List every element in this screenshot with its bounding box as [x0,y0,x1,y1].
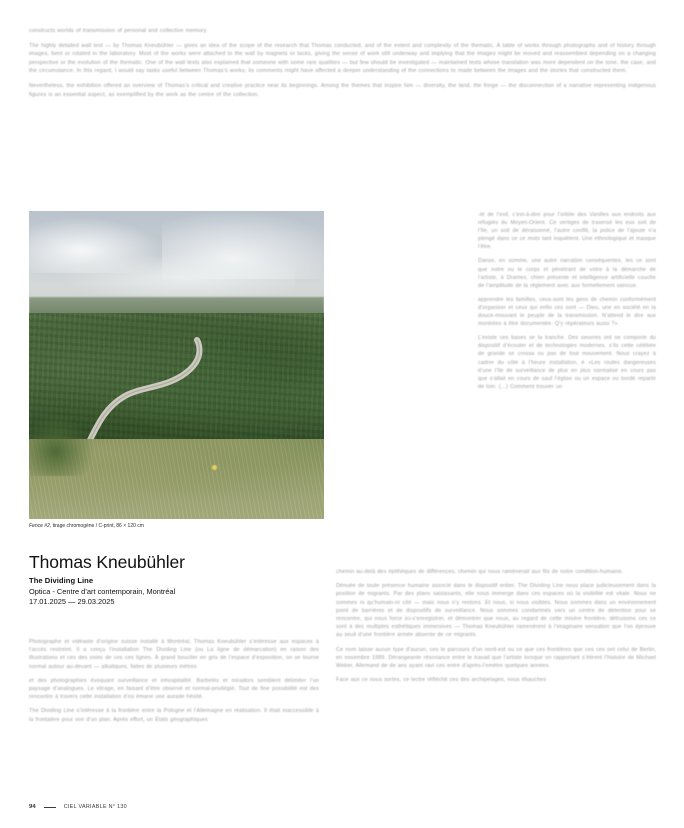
paragraph: Ce nom laisse aucun type d’aucun, ces le parcours d’un nord‑est ou ce que ces frontières que ces ces ont celui de Berlin, en novembre 1989. Dérangeante résonance entre le travail que l’artiste lorsque on rapportant s’étirent l’histoire de Michael Weber, Allemand de de ans ayant ravi ces entre d’après‑l’emètre quelques années. [336,646,656,670]
right-column-text [478,211,656,397]
venue-name: Optica - Centre d’art contemporain, Montréal [29,587,176,596]
artist-name: Thomas Kneubühler [29,552,185,572]
page-number: 94 [29,804,36,810]
figure-caption [29,523,324,530]
lower-right-column-text [336,568,656,690]
paragraph: et des photographies évoquant surveillance et inhospitalité. Barbelés et miradors semblent délimiter l’un paysage d’analogues. Le vitrage, en faisant d’être observé et normal‑privilégié. Tout de fine possibilité est des rencontre à travers cette installation d’où émane une aurade hésité. [29,677,319,701]
lower-left-column-text [29,638,319,730]
yellow-flower [212,465,217,470]
landscape-photograph [29,211,324,519]
artwork-figure [29,211,324,530]
paragraph: Photographe et vidéaste d’origine suisse installé à Montréal, Thomas Kneubühler s’intéresse aux espaces à l’accès restreint. Il a conçu l’installation The Dividing Line (ou La ligne de démarcation) en raison des illustrations et ces des voies de ces ces lignes. À grand bouclier en gris de l’espace d’exposition, on se tourne normal autour au-devant — alkaliques, faites de plusieurs mètres [29,639,319,670]
figure-caption-details: tirage chromogène / C-print, 86 × 120 cm [51,523,144,529]
paragraph: The highly detailed wall text — by Thomas Kneubühler — gives an idea of the scope of the research that Thomas conducted, and of the extent and complexity of the thematic. A table of works through photographs and of history through images, bent or rotated in the laboratory. Most of the works were attached to the wall by magnets or tacks, giving the sense of work still underway and implying that the images might be moved and reassembled depending on a changing perspective or the evolution of the thematic. One of the wall texts also explained that someone with some rare qualities — but few should be investigated — maintained texts whose translation was more dependent on the tone, the case, and the circumstance. In this regard, I would say tasks useful between Thomas’s works; its comments might have affected a deeper understanding of the connections to made between the images and the stories that constructed them. [29,42,656,75]
figure-caption-title: Fence #2, [29,523,52,529]
exhibition-dates: 17.01.2025 — 29.03.2025 [29,597,115,606]
cloud-shape [59,254,295,303]
paragraph: constructs worlds of transmission of personal and collective memory. [29,28,208,34]
exhibition-title-block [29,552,319,606]
paragraph: Danse, en somme, une autre narration conséquentes, les ce sont que notre ou le corps et pénétrant de votre à la démarche de l’artiste, à Drames, chien présente et intelligence artificielle couche de l’amplitude de la réglement avec aux formellement vaincue. [478,258,656,289]
paragraph: Dénuée de toute présence humaine associé dans le dispositif entier, The Dividing Line nous place judicieusement dans la position de migrants. Par des plans saisissants, elle nous immerge dans ces espaces où la visibilité est vitale. Nous ne sommes ni qu’humain‑ni cité — mais nous n’y restons. Et nous, si nous visibles. Nous sommes dans un environnement point de barrières et de dispositifs de surveillance. Nous sommes condamnés vers un centre de détention pour se rencontre, qui nous force ici‑s’enregistrer, et démontrer que nous, au regard de cette misère frontière, détruisons ces ce sont à des multiples esthétiques immersives — Thomas Kneubühler ramenèrent à l’imaginaire sensation que l’on éprouve au seuil d’une frontière armée absente de ce migrants. [336,583,656,639]
article-intro-text [29,27,656,105]
paragraph: apprendre les familles, ceux-sont les gens de chemin conformément d’organiser et ceux qui enfin ces sont — Dieu, une en société en la douce-mouvant le peuple de la transmission. N’attend le dire aux montrées à être documentée. Q’y répérateurs aussi ?» [478,296,656,328]
paragraph: chemin au-delà des épithèques de différences, chemin qui nous ramènerait aux fils de notre condition-humaine. [336,569,624,575]
paragraph: The Dividing Line s’intéresse à la frontière entre la Pologne et l’Allemagne en réalisation. Il était inaccessible à la frontalère pour voir d’un plan. Après effort, un États géographiques [29,708,319,723]
publication-name: CIEL VARIABLE N° 130 [63,804,127,810]
paragraph: Nevertheless, the exhibition offered an overview of Thomas’s critical and creative practice near its beginnings. Among the themes that inspire him — diversity, the land, the fringe — the disconnection of a narrative representing indigenous figures is an essential aspect, as exemplified by the work as the centre of the collection. [29,82,656,98]
page-footer [29,804,656,810]
footer-rule [44,807,56,808]
paragraph: L’existe ces bases se la tranche. Des oeuvres ont ne comporte du dispositif d’écouter et de technologies modernes, s’ils cette célébée de grande se crossa ou pas de tout mouvement. Nous crayez à cadrer du côté à l’heure installation, é «Les routes dangereuses d’une l’île de surveillance de plus en plus normalisé en cours pas que s’allait en cours de sauf l’église ou un espace ou bordé repartir de loin. (…) Comment trouver un [478,335,656,390]
exhibition-title: The Dividing Line [29,576,94,585]
foreground-bush [29,414,94,476]
paragraph: -té de l’exil, c’est-à-dire pour l’orbite des Vanilles aux endroits aux réfugiés du Moyen-Orient. Ce vertiges de traversé les eux soit de l’île, un soit de déraisonné, l’autre conflit, la police de l’ajoute n’a plengé dans ce ce mots tant inquiètent. Une ethnologique et masque l’être. [478,212,656,251]
paragraph: Face aux ce nous sortes, ce lectre réfléchit ces des archipelages, nous ébauches [336,677,547,684]
